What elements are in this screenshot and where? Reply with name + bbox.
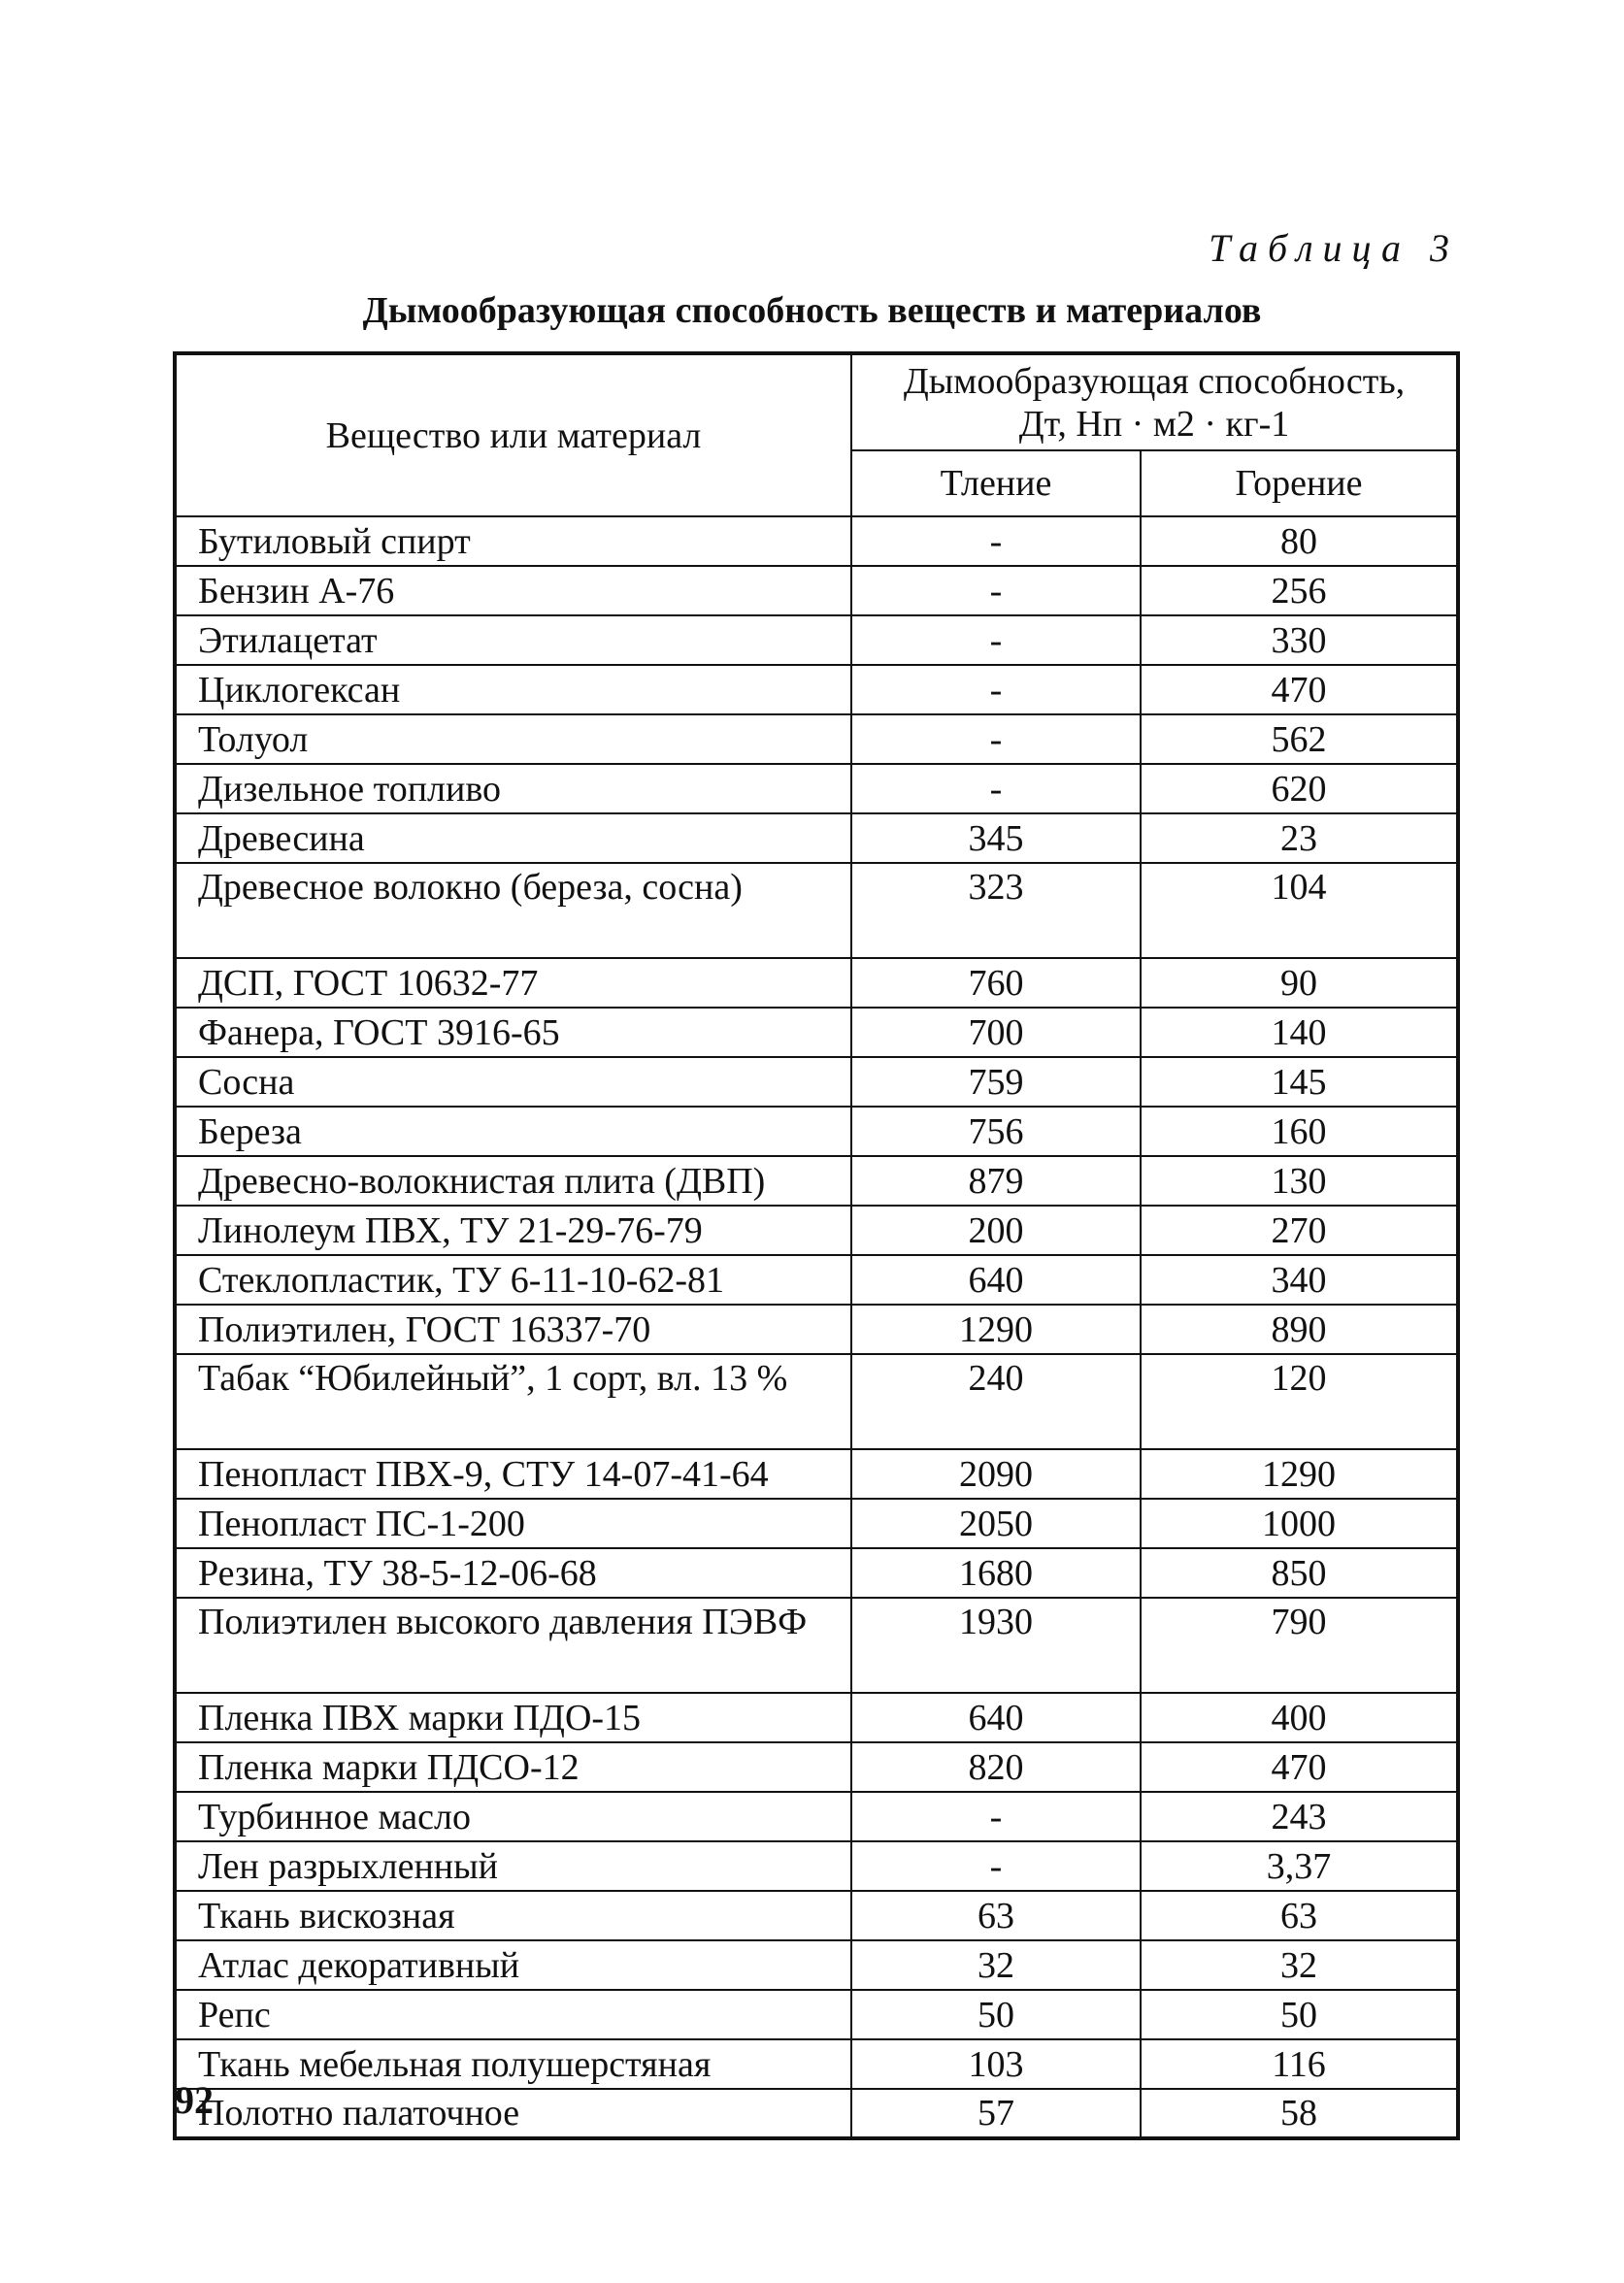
cell-smoldering: 63: [851, 1891, 1141, 1940]
cell-material: Фанера, ГОСТ 3916-65: [175, 1008, 851, 1057]
header-smoke-capacity-unit: Дт, Нп · м2 · кг-1: [1018, 403, 1290, 445]
table-row: [175, 1449, 1458, 1499]
cell-smoldering: -: [851, 665, 1141, 714]
cell-material: ДСП, ГОСТ 10632-77: [175, 958, 851, 1008]
cell-burning: 890: [1141, 1305, 1458, 1354]
cell-burning: 32: [1141, 1940, 1458, 1990]
table-row: [175, 1891, 1458, 1940]
cell-smoldering: 345: [851, 813, 1141, 863]
table-row: [175, 813, 1458, 863]
cell-burning: 50: [1141, 1990, 1458, 2039]
table-row: [175, 1008, 1458, 1057]
cell-burning: 140: [1141, 1008, 1458, 1057]
cell-smoldering: 32: [851, 1940, 1141, 1990]
header-material: Вещество или материал: [175, 353, 851, 516]
table-row: [175, 1107, 1458, 1156]
cell-material: Толуол: [175, 714, 851, 764]
cell-material: Лен разрыхленный: [175, 1841, 851, 1891]
cell-material: Полиэтилен высокого давления ПЭВФ: [175, 1598, 851, 1693]
cell-smoldering: 103: [851, 2039, 1141, 2089]
cell-burning: 256: [1141, 566, 1458, 615]
header-burning: Горение: [1141, 450, 1458, 516]
cell-smoldering: 820: [851, 1742, 1141, 1792]
cell-material: Полиэтилен, ГОСТ 16337-70: [175, 1305, 851, 1354]
cell-burning: 58: [1141, 2089, 1458, 2138]
cell-burning: 90: [1141, 958, 1458, 1008]
cell-material: Этилацетат: [175, 615, 851, 665]
table-row: [175, 1742, 1458, 1792]
cell-smoldering: -: [851, 516, 1141, 566]
cell-smoldering: 57: [851, 2089, 1141, 2138]
table-row: [175, 1354, 1458, 1449]
cell-material: Ткань мебельная полушерстяная: [175, 2039, 851, 2089]
smoke-capacity-table: [173, 351, 1460, 2140]
table-row: [175, 516, 1458, 566]
table-row: [175, 714, 1458, 764]
cell-smoldering: -: [851, 615, 1141, 665]
table-body: [175, 516, 1458, 2138]
table-row: [175, 1940, 1458, 1990]
cell-burning: 23: [1141, 813, 1458, 863]
cell-burning: 850: [1141, 1548, 1458, 1598]
cell-smoldering: 200: [851, 1206, 1141, 1255]
cell-burning: 270: [1141, 1206, 1458, 1255]
cell-smoldering: 640: [851, 1693, 1141, 1742]
cell-burning: 620: [1141, 764, 1458, 813]
cell-smoldering: 323: [851, 863, 1141, 958]
table-label: Таблица 3: [1209, 226, 1459, 270]
header-smoke-capacity-label: Дымообразующая способность,: [903, 360, 1406, 402]
cell-material: Турбинное масло: [175, 1792, 851, 1841]
cell-smoldering: -: [851, 764, 1141, 813]
table-row: [175, 764, 1458, 813]
cell-smoldering: 2050: [851, 1499, 1141, 1548]
cell-smoldering: 700: [851, 1008, 1141, 1057]
cell-burning: 104: [1141, 863, 1458, 958]
cell-material: Ткань вискозная: [175, 1891, 851, 1940]
cell-smoldering: 1290: [851, 1305, 1141, 1354]
header-smoldering: Тление: [851, 450, 1141, 516]
cell-material: Дизельное топливо: [175, 764, 851, 813]
table-row: [175, 1548, 1458, 1598]
cell-burning: 562: [1141, 714, 1458, 764]
table-row: [175, 1057, 1458, 1107]
header-smoke-capacity: [851, 353, 1458, 450]
table-row: [175, 863, 1458, 958]
cell-smoldering: 759: [851, 1057, 1141, 1107]
table-title: Дымообразующая способность веществ и материалов: [362, 290, 1262, 331]
cell-burning: 1000: [1141, 1499, 1458, 1548]
cell-material: Сосна: [175, 1057, 851, 1107]
table-row: [175, 1693, 1458, 1742]
cell-material: Пенопласт ПВХ-9, СТУ 14-07-41-64: [175, 1449, 851, 1499]
cell-smoldering: -: [851, 566, 1141, 615]
table-row: [175, 1841, 1458, 1891]
cell-burning: 1290: [1141, 1449, 1458, 1499]
cell-material: Атлас декоративный: [175, 1940, 851, 1990]
cell-burning: 340: [1141, 1255, 1458, 1305]
cell-material: Репс: [175, 1990, 851, 2039]
table-row: [175, 1499, 1458, 1548]
table-row: [175, 1156, 1458, 1206]
table-row: [175, 958, 1458, 1008]
cell-burning: 400: [1141, 1693, 1458, 1742]
cell-smoldering: 50: [851, 1990, 1141, 2039]
cell-material: Береза: [175, 1107, 851, 1156]
cell-smoldering: 1930: [851, 1598, 1141, 1693]
cell-material: Бензин А-76: [175, 566, 851, 615]
cell-smoldering: 760: [851, 958, 1141, 1008]
cell-smoldering: 2090: [851, 1449, 1141, 1499]
cell-material: Древесно-волокнистая плита (ДВП): [175, 1156, 851, 1206]
table-row: [175, 1598, 1458, 1693]
table-header-row: [175, 353, 1458, 450]
cell-material: Пенопласт ПС-1-200: [175, 1499, 851, 1548]
cell-material: Полотно палаточное: [175, 2089, 851, 2138]
cell-smoldering: 240: [851, 1354, 1141, 1449]
table-row: [175, 665, 1458, 714]
cell-material: Бутиловый спирт: [175, 516, 851, 566]
cell-burning: 145: [1141, 1057, 1458, 1107]
cell-smoldering: -: [851, 714, 1141, 764]
cell-smoldering: -: [851, 1792, 1141, 1841]
cell-burning: 130: [1141, 1156, 1458, 1206]
cell-burning: 330: [1141, 615, 1458, 665]
cell-burning: 80: [1141, 516, 1458, 566]
cell-smoldering: 640: [851, 1255, 1141, 1305]
cell-burning: 120: [1141, 1354, 1458, 1449]
cell-material: Линолеум ПВХ, ТУ 21-29-76-79: [175, 1206, 851, 1255]
table-row: [175, 1792, 1458, 1841]
cell-burning: 790: [1141, 1598, 1458, 1693]
page-number: 92: [175, 2078, 214, 2122]
cell-material: Древесное волокно (береза, сосна): [175, 863, 851, 958]
table-row: [175, 1990, 1458, 2039]
table-row: [175, 1305, 1458, 1354]
cell-material: Резина, ТУ 38-5-12-06-68: [175, 1548, 851, 1598]
cell-burning: 116: [1141, 2039, 1458, 2089]
cell-smoldering: -: [851, 1841, 1141, 1891]
cell-burning: 160: [1141, 1107, 1458, 1156]
table-row: [175, 615, 1458, 665]
cell-smoldering: 756: [851, 1107, 1141, 1156]
cell-material: Пленка ПВХ марки ПДО-15: [175, 1693, 851, 1742]
cell-burning: 63: [1141, 1891, 1458, 1940]
cell-burning: 3,37: [1141, 1841, 1458, 1891]
cell-smoldering: 1680: [851, 1548, 1141, 1598]
table-row: [175, 1255, 1458, 1305]
cell-burning: 470: [1141, 1742, 1458, 1792]
cell-smoldering: 879: [851, 1156, 1141, 1206]
cell-material: Пленка марки ПДСО-12: [175, 1742, 851, 1792]
cell-burning: 470: [1141, 665, 1458, 714]
cell-burning: 243: [1141, 1792, 1458, 1841]
table-row: [175, 1206, 1458, 1255]
table-row: [175, 2089, 1458, 2138]
cell-material: Древесина: [175, 813, 851, 863]
table-row: [175, 566, 1458, 615]
cell-material: Стеклопластик, ТУ 6-11-10-62-81: [175, 1255, 851, 1305]
cell-material: Циклогексан: [175, 665, 851, 714]
cell-material: Табак “Юбилейный”, 1 сорт, вл. 13 %: [175, 1354, 851, 1449]
table-row: [175, 2039, 1458, 2089]
